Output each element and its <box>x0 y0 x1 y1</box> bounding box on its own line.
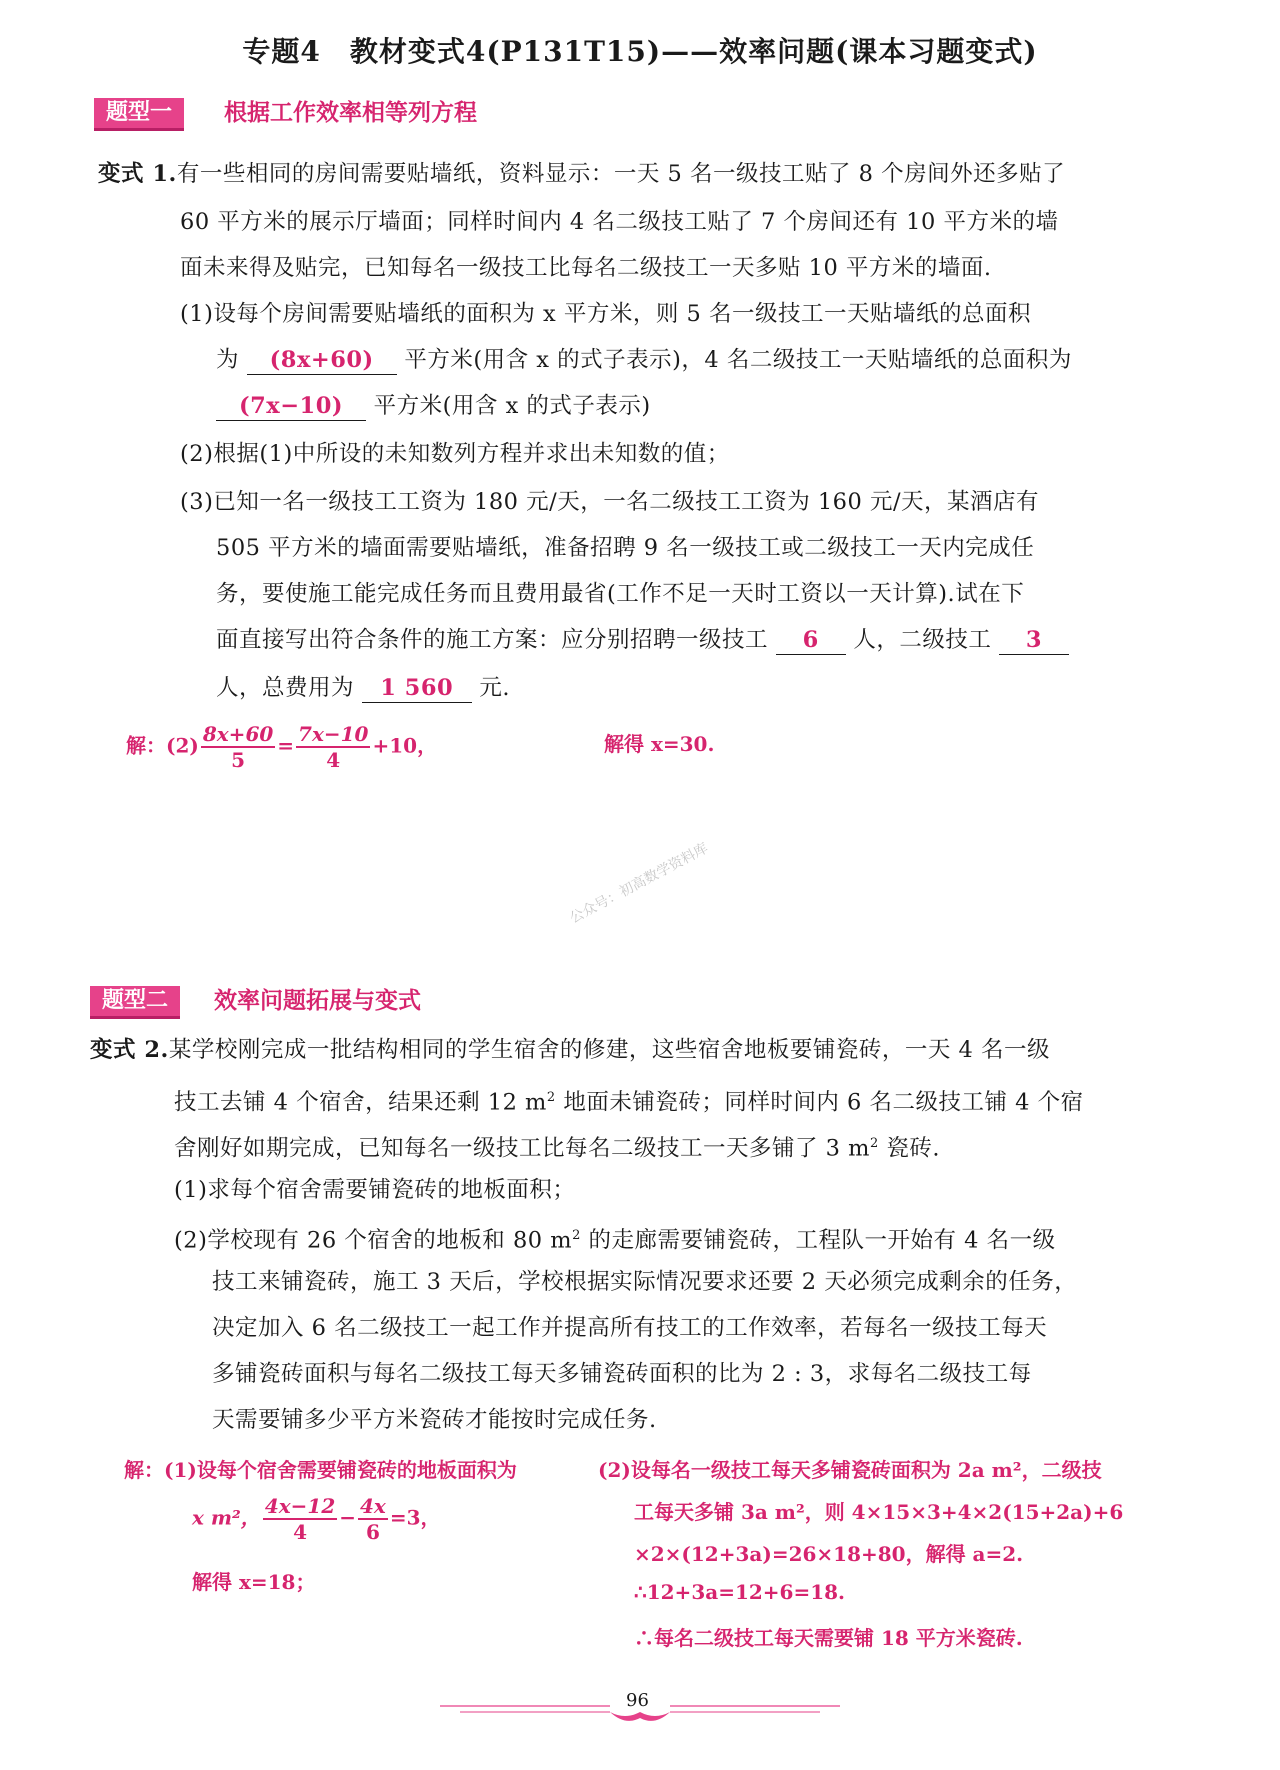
part-1-line-2: 为 (8x+60) 平方米(用含 x 的式子表示)，4 名二级技工一天贴墙纸的总面积为 <box>216 344 1072 376</box>
part-3-line-3: 务，要使施工能完成任务而且费用最省(工作不足一天时工资以一天计算).试在下 <box>216 581 1025 607</box>
part-3-line-5: 人，总费用为 1 560 元. <box>216 672 510 704</box>
answer-blank-4: 3 <box>999 624 1069 655</box>
fraction-1: $\frac{8x+60}{5}$ <box>202 722 274 772</box>
watermark: 公众号：初高数学资料库 <box>567 840 711 927</box>
solution-2-2-line-1: (2)设每名一级技工每天多铺瓷砖面积为 2a m²，二级技 <box>598 1458 1102 1482</box>
part-3-line-4: 面直接写出符合条件的施工方案：应分别招聘一级技工 6 人，二级技工 3 <box>216 624 1069 656</box>
solution-1-result: 解得 x=30. <box>604 732 715 756</box>
question-2-line-2: 技工去铺 4 个宿舍，结果还剩 12 $m^2$ 地面未铺瓷砖；同样时间内 6 名二级技工铺 4 个宿 <box>174 1089 1084 1116</box>
section-tag-2: 题型二 <box>90 986 180 1019</box>
part-1-line-1: (1)设每个房间需要贴墙纸的面积为 x 平方米，则 5 名一级技工一天贴墙纸的总面积 <box>180 301 1031 327</box>
question-2-line-1: 变式 2.某学校刚完成一批结构相同的学生宿舍的修建，这些宿舍地板要铺瓷砖，一天 4 名一级 <box>90 1037 1050 1063</box>
part-2-1-line-1: (1)求每个宿舍需要铺瓷砖的地板面积； <box>174 1177 576 1203</box>
page-title: 专题4 教材变式4(P131T15)——效率问题(课本习题变式) <box>242 35 1038 68</box>
solution-2-1-line-2: x m²， $\frac{4x-12}{4}$ − $\frac{4x}{6}$ =3， <box>192 1494 441 1544</box>
part-2-2-line-2: 技工来铺瓷砖，施工 3 天后，学校根据实际情况要求还要 2 天必须完成剩余的任务， <box>212 1269 1078 1295</box>
solution-2-1-line-3: 解得 x=18； <box>192 1570 316 1594</box>
solution-2-1-line-1: 解：(1)设每个宿舍需要铺瓷砖的地板面积为 <box>124 1458 517 1482</box>
section-tag-1: 题型一 <box>94 98 184 131</box>
section-heading-2: 效率问题拓展与变式 <box>214 988 421 1014</box>
part-2-2-line-3: 决定加入 6 名二级技工一起工作并提高所有技工的工作效率，若每名一级技工每天 <box>212 1315 1048 1341</box>
fraction-2: $\frac{7x-10}{4}$ <box>298 722 369 772</box>
answer-blank-1: (8x+60) <box>247 344 397 375</box>
section-heading-1: 根据工作效率相等列方程 <box>224 100 477 126</box>
page-number: 96 <box>626 1690 649 1711</box>
question-1-line-2: 60 平方米的展示厅墙面；同样时间内 4 名二级技工贴了 7 个房间还有 10 平方米的墙 <box>180 209 1059 235</box>
question-2-line-3: 舍刚好如期完成，已知每名一级技工比每名二级技工一天多铺了 3 $m^2$ 瓷砖. <box>174 1135 941 1162</box>
part-1-line-3: (7x−10) 平方米(用含 x 的式子表示) <box>216 390 651 422</box>
part-2-line-1: (2)根据(1)中所设的未知数列方程并求出未知数的值； <box>180 441 730 467</box>
question-1-line-3: 面未来得及贴完，已知每名一级技工比每名二级技工一天多贴 10 平方米的墙面. <box>180 255 992 281</box>
solution-2-2-line-2: 工每天多铺 3a m²，则 4×15×3+4×2(15+2a)+6 <box>634 1500 1124 1524</box>
solution-2-2-line-4: ∴12+3a=12+6=18. <box>634 1580 846 1604</box>
fraction-3: $\frac{4x-12}{4}$ <box>264 1494 336 1544</box>
question-1-line-1: 变式 1.有一些相同的房间需要贴墙纸，资料显示：一天 5 名一级技工贴了 8 个房间外还多贴了 <box>98 161 1066 187</box>
part-3-line-2: 505 平方米的墙面需要贴墙纸，准备招聘 9 名一级技工或二级技工一天内完成任 <box>216 535 1035 561</box>
solution-2-2-line-3: ×2×(12+3a)=26×18+80，解得 a=2. <box>634 1542 1024 1566</box>
answer-blank-3: 6 <box>776 624 846 655</box>
solution-1: 解：(2) $\frac{8x+60}{5}$ = $\frac{7x-10}{4}$ +10， <box>126 722 438 772</box>
part-2-2-line-5: 天需要铺多少平方米瓷砖才能按时完成任务. <box>212 1407 657 1433</box>
part-2-2-line-4: 多铺瓷砖面积与每名二级技工每天多铺瓷砖面积的比为 2 : 3，求每名二级技工每 <box>212 1361 1032 1387</box>
solution-2-2-line-5: ∴每名二级技工每天需要铺 18 平方米瓷砖. <box>634 1626 1023 1650</box>
part-3-line-1: (3)已知一名一级技工工资为 180 元/天，一名二级技工工资为 160 元/天，某酒店有 <box>180 489 1040 515</box>
fraction-4: $\frac{4x}{6}$ <box>360 1494 386 1544</box>
part-2-2-line-1: (2)学校现有 26 个宿舍的地板和 80 $m^2$ 的走廊需要铺瓷砖，工程队一开始有 4 名一级 <box>174 1227 1056 1254</box>
answer-blank-5: 1 560 <box>362 672 472 703</box>
answer-blank-2: (7x−10) <box>216 390 366 421</box>
